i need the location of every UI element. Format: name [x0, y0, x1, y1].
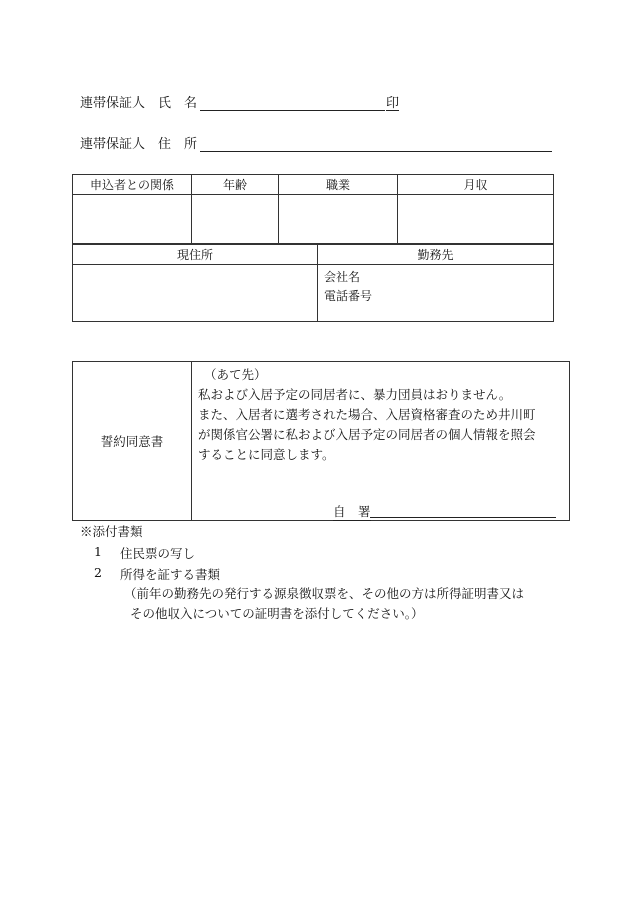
signature-label: 自 署: [333, 504, 371, 519]
header-age: 年齢: [192, 175, 279, 195]
header-occupation: 職業: [279, 175, 398, 195]
income-cell[interactable]: [398, 195, 554, 244]
attachment-note-1: （前年の勤務先の発行する源泉徴収票を、その他の方は所得証明書又は: [124, 586, 525, 601]
consent-line-1: 私および入居予定の同居者に、暴力団員はおりません。: [198, 387, 512, 402]
consent-label: 誓約同意書: [73, 362, 192, 521]
attachment-2: 所得を証する書類: [120, 567, 221, 582]
header-workplace: 勤務先: [318, 245, 554, 265]
consent-line-3: が関係官公署に私および入居予定の同居者の個人情報を照会: [198, 427, 536, 442]
consent-body: [192, 362, 570, 521]
attachment-1: 住民票の写し: [120, 546, 196, 561]
consent-table: [72, 361, 570, 521]
attachments-title: ※添付書類: [80, 524, 143, 539]
current-address-cell[interactable]: [73, 265, 318, 322]
occupation-cell[interactable]: [279, 195, 398, 244]
info-table: [72, 174, 554, 244]
phone-number-label: 電話番号: [324, 289, 373, 303]
attachment-1-number: 1: [94, 544, 102, 559]
consent-addressee: （あて先）: [204, 367, 267, 382]
company-name-label: 会社名: [324, 270, 361, 284]
attachment-note-2: その他収入についての証明書を添付してください。）: [130, 606, 424, 621]
guarantor-name-label: 連帯保証人 氏 名: [80, 96, 198, 111]
age-cell[interactable]: [192, 195, 279, 244]
header-relation: 申込者との関係: [73, 175, 192, 195]
consent-line-4: することに同意します。: [198, 447, 335, 462]
consent-line-2: また、入居者に選考された場合、入居資格審査のため井川町: [198, 407, 536, 422]
header-income: 月収: [398, 175, 554, 195]
header-current-address: 現住所: [73, 245, 318, 265]
seal-label: 印: [386, 96, 400, 111]
workplace-cell[interactable]: [318, 265, 554, 322]
attachment-2-number: 2: [94, 565, 102, 580]
signature-field[interactable]: [370, 502, 556, 518]
guarantor-address-label: 連帯保証人 住 所: [80, 137, 198, 152]
guarantor-name-field[interactable]: [200, 96, 385, 111]
guarantor-address-field[interactable]: [200, 137, 552, 152]
relation-cell[interactable]: [73, 195, 192, 244]
address-work-table: [72, 244, 554, 322]
